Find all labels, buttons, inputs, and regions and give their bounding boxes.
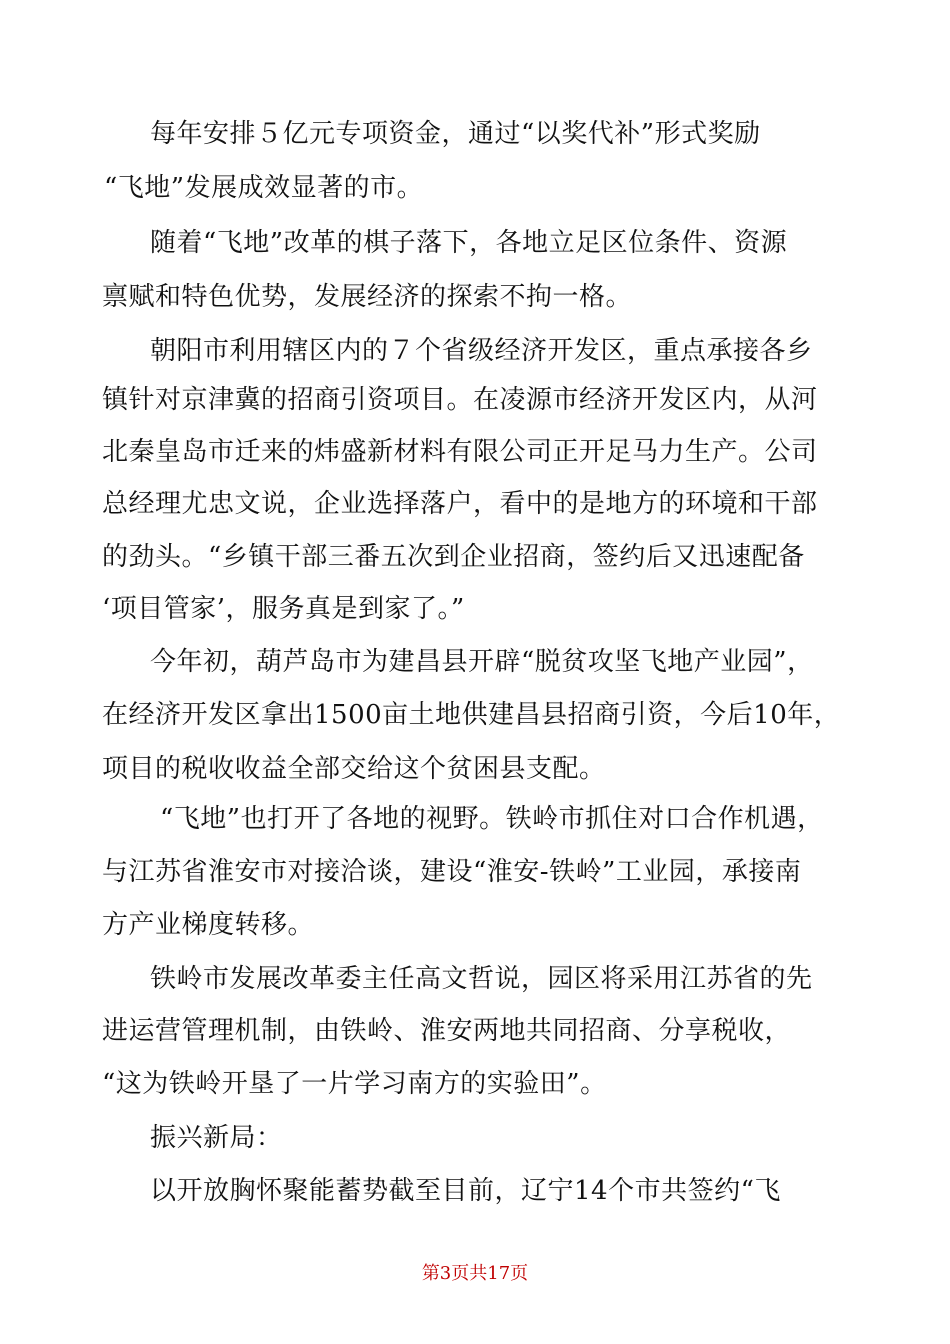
text-line: “飞地”也打开了各地的视野。铁岭市抓住对口合作机遇， <box>160 804 824 834</box>
text-line: 进运营管理机制，由铁岭、淮安两地共同招商、分享税收， <box>102 1016 792 1046</box>
text-line: 方产业梯度转移。 <box>102 910 315 940</box>
page-number-footer: 第3页共17页 <box>421 1263 529 1284</box>
text-line: 总经理尤忠文说，企业选择落户，看中的是地方的环境和干部 <box>102 489 818 519</box>
text-line: 北秦皇岛市迁来的炜盛新材料有限公司正开足马力生产。公司 <box>102 437 818 467</box>
text-line: 镇针对京津冀的招商引资项目。在凌源市经济开发区内，从河 <box>102 385 818 415</box>
text-line: 的劲头。“乡镇干部三番五次到企业招商，签约后又迅速配备 <box>102 542 805 572</box>
text-line: 朝阳市利用辖区内的７个省级经济开发区，重点承接各乡 <box>150 336 813 366</box>
text-line: 每年安排５亿元专项资金，通过“以奖代补”形式奖励 <box>150 119 761 149</box>
text-line: 项目的税收收益全部交给这个贫困县支配。 <box>102 754 606 784</box>
text-line: 铁岭市发展改革委主任高文哲说，园区将采用江苏省的先 <box>150 964 813 994</box>
text-line: 与江苏省淮安市对接洽谈，建设“淮安-铁岭”工业园，承接南 <box>102 857 802 887</box>
text-line: 随着“飞地”改革的棋子落下，各地立足区位条件、资源 <box>150 228 788 258</box>
text-line: ‘项目管家’，服务真是到家了。” <box>102 594 465 624</box>
text-line: 振兴新局： <box>150 1123 283 1153</box>
text-line: 禀赋和特色优势，发展经济的探索不拘一格。 <box>102 282 633 312</box>
text-line: 在经济开发区拿出1500亩土地供建昌县招商引资，今后10年， <box>102 700 841 730</box>
text-line: “飞地”发展成效显著的市。 <box>104 173 424 203</box>
text-line: “这为铁岭开垦了一片学习南方的实验田”。 <box>102 1069 607 1099</box>
text-line: 以开放胸怀聚能蓄势截至目前，辽宁14个市共签约“飞 <box>150 1176 781 1206</box>
text-line: 今年初，葫芦岛市为建昌县开辟“脱贫攻坚飞地产业园”， <box>150 647 814 677</box>
